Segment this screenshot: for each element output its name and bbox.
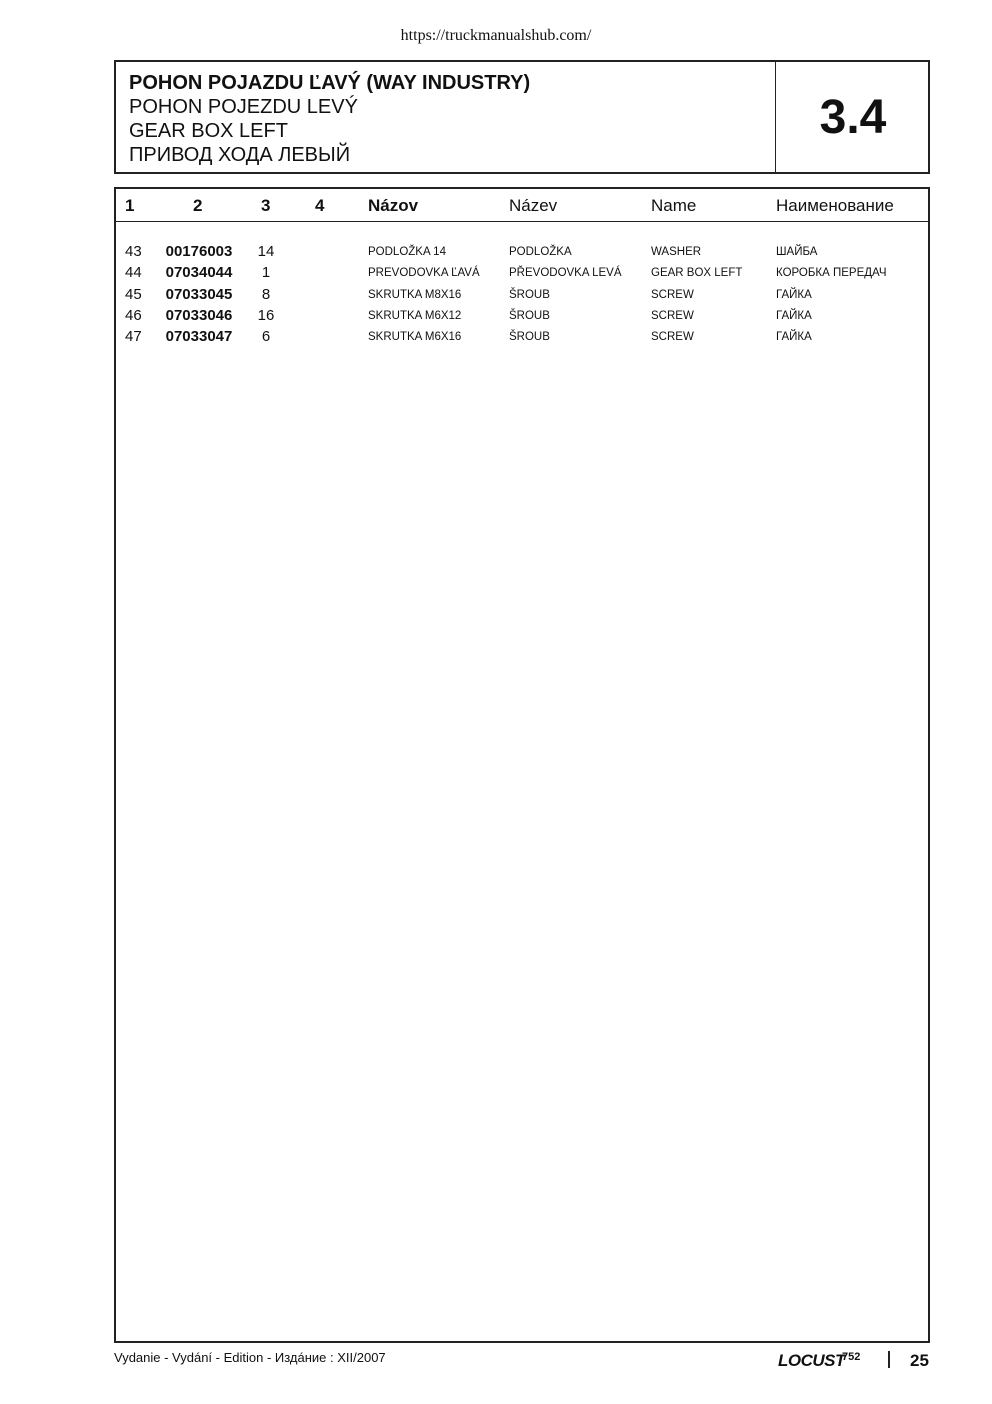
table-row bbox=[116, 264, 928, 285]
row-quantity: 8 bbox=[261, 286, 271, 303]
row-part-code: 00176003 bbox=[165, 243, 233, 260]
header-titles bbox=[116, 62, 776, 172]
page-footer-brand bbox=[778, 1349, 932, 1373]
col-header-position: 1 bbox=[125, 196, 135, 215]
row-position: 44 bbox=[125, 264, 142, 281]
col-header-name-slovak: Názov bbox=[368, 196, 419, 215]
row-position: 43 bbox=[125, 243, 142, 260]
row-name-english: WASHER bbox=[651, 246, 702, 258]
row-name-czech: ŠROUB bbox=[509, 289, 550, 301]
row-position: 47 bbox=[125, 328, 142, 345]
row-name-russian: ГАЙКА bbox=[776, 289, 812, 301]
row-name-russian: ШАЙБА bbox=[776, 246, 818, 258]
row-name-slovak: PODLOŽKA 14 bbox=[368, 246, 446, 258]
row-quantity: 14 bbox=[257, 243, 275, 260]
row-quantity: 1 bbox=[261, 264, 271, 281]
table-row bbox=[116, 328, 928, 349]
row-quantity: 16 bbox=[257, 307, 275, 324]
section-number: 3.4 bbox=[819, 90, 887, 144]
table-header bbox=[116, 189, 928, 222]
row-name-english: GEAR BOX LEFT bbox=[651, 267, 743, 279]
row-name-slovak: SKRUTKA M6X12 bbox=[368, 310, 462, 322]
page-number: 25 bbox=[910, 1351, 929, 1370]
row-part-code: 07033046 bbox=[165, 307, 233, 324]
row-name-czech: PŘEVODOVKA LEVÁ bbox=[509, 267, 622, 279]
row-name-czech: ŠROUB bbox=[509, 331, 550, 343]
row-name-russian: КОРОБКА ПЕРЕДАЧ bbox=[776, 267, 887, 279]
row-position: 45 bbox=[125, 286, 142, 303]
row-position: 46 bbox=[125, 307, 142, 324]
col-header-code: 2 bbox=[193, 196, 203, 215]
row-name-czech: ŠROUB bbox=[509, 310, 550, 322]
row-name-english: SCREW bbox=[651, 331, 694, 343]
col-header-note: 4 bbox=[315, 196, 325, 215]
model-number: 752 bbox=[842, 1351, 861, 1363]
col-header-quantity: 3 bbox=[261, 196, 271, 215]
row-name-russian: ГАЙКА bbox=[776, 331, 812, 343]
row-part-code: 07033045 bbox=[165, 286, 233, 303]
title-czech: POHON POJEZDU LEVÝ bbox=[129, 96, 358, 118]
edition-note: Vydanie - Vydání - Edition - Издáние : XII/2007 bbox=[114, 1350, 386, 1365]
row-name-slovak: SKRUTKA M8X16 bbox=[368, 289, 462, 301]
row-part-code: 07033047 bbox=[165, 328, 233, 345]
col-header-name-russian: Наименование bbox=[776, 196, 894, 215]
col-header-name-english: Name bbox=[651, 196, 697, 215]
row-name-czech: PODLOŽKA bbox=[509, 246, 572, 258]
table-row bbox=[116, 307, 928, 328]
source-url[interactable]: https://truckmanualshub.com/ bbox=[400, 27, 592, 44]
row-name-english: SCREW bbox=[651, 310, 694, 322]
locust-logo: LOCUST bbox=[778, 1351, 845, 1370]
table-row bbox=[116, 243, 928, 264]
title-slovak: POHON POJAZDU ĽAVÝ (WAY INDUSTRY) bbox=[129, 72, 531, 94]
row-quantity: 6 bbox=[261, 328, 271, 345]
parts-table bbox=[114, 187, 930, 1343]
row-part-code: 07034044 bbox=[165, 264, 233, 281]
row-name-english: SCREW bbox=[651, 289, 694, 301]
row-name-slovak: SKRUTKA M6X16 bbox=[368, 331, 462, 343]
footer-divider bbox=[888, 1351, 890, 1368]
table-row bbox=[116, 286, 928, 307]
col-header-name-czech: Název bbox=[509, 196, 558, 215]
row-name-slovak: PREVODOVKA ĽAVÁ bbox=[368, 267, 480, 279]
row-name-russian: ГАЙКА bbox=[776, 310, 812, 322]
page-header bbox=[114, 60, 930, 174]
title-russian: ПРИВОД ХОДА ЛЕВЫЙ bbox=[129, 144, 351, 166]
title-english: GEAR BOX LEFT bbox=[129, 120, 288, 142]
